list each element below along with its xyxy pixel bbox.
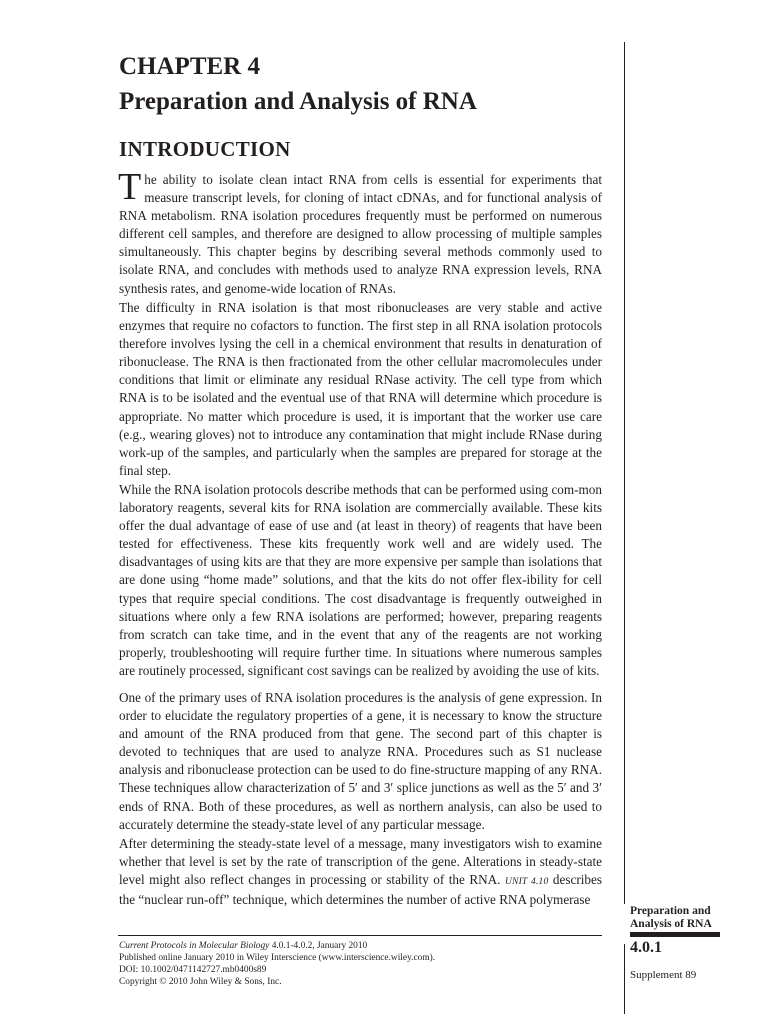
paragraph-5-text-b: describes the “nuclear run-off” technique, which determines the number of active RNA polymerase <box>119 872 602 908</box>
paragraph-2: The difficulty in RNA isolation is that most ribonucleases are very stable and active enzymes that require no cofactors to function. The first step in all RNA isolation protocols therefore involves lysing the cell in a chemical environment that results in denaturation of ribonuclease. The RNA is then fractionated from the other cellular macromolecules under conditions that limit or eliminate any residual RNase activity. The cell type from which RNA is to be isolated and the eventual use of that RNA will determine which procedure is appropriate. No matter which procedure is used, it is important that the worker use care (e.g., wearing gloves) not to introduce any contamination that might include RNase during work-up of the samples, and particularly when the samples are prepared for storage at the final step. <box>119 300 602 478</box>
page-number: 4.0.1 <box>630 939 662 956</box>
running-head-line-2: Analysis of RNA <box>630 918 712 930</box>
running-head-line-1: Preparation and <box>630 905 711 917</box>
chapter-title: Preparation and Analysis of RNA <box>119 88 477 115</box>
paragraph-1-text: he ability to isolate clean intact RNA from cells is essential for experiments that measure transcript levels, for cloning of intact cDNAs, and for functional analysis of RNA metabolism. RNA isolation procedures frequently must be performed on numerous different cell samples, and therefore are designed to allow processing of multiple samples simultaneously. This chapter begins by describing several methods commonly used to isolate RNA, and concludes with methods used to analyze RNA expression levels, RNA synthesis rates, and genome-wide location of RNAs. <box>119 172 602 296</box>
section-heading: INTRODUCTION <box>119 137 291 161</box>
footer-citation <box>119 941 367 953</box>
citation-range: 4.0.1-4.0.2, January 2010 <box>269 941 368 951</box>
running-head-bar <box>630 932 720 937</box>
journal-name: Current Protocols in Molecular Biology <box>119 941 270 951</box>
drop-cap: T <box>118 166 142 208</box>
footer-divider <box>118 935 602 936</box>
unit-reference-link[interactable]: UNIT 4.10 <box>504 877 549 888</box>
paragraph-5 <box>119 835 602 909</box>
running-head <box>630 905 750 931</box>
footer-published: Published online January 2010 in Wiley Interscience (www.interscience.wiley.com). <box>119 953 436 963</box>
footer-doi: DOI: 10.1002/0471142727.mb0400s89 <box>119 965 267 975</box>
margin-rule-upper <box>624 42 625 904</box>
supplement-label: Supplement 89 <box>630 969 697 981</box>
footer-copyright: Copyright © 2010 John Wiley & Sons, Inc. <box>119 977 282 987</box>
paragraph-5-text-a: After determining the steady-state level of a message, many investigators wish to examine whether that level is set by the rate of transcription of the gene. Alterations in steady-state level might also reflect changes in processing or stability of the RNA. <box>119 836 602 888</box>
chapter-label: CHAPTER 4 <box>119 53 260 80</box>
paragraph-3: While the RNA isolation protocols describe methods that can be performed using com-mon laboratory reagents, several kits for RNA isolation are commercially available. These kits offer the dual advantage of ease of use and (at least in theory) of reagents that have been tested for effectiveness. These kits frequently work well and are widely used. The disadvantages of using kits are that they are more expensive per sample than isolations that are done using “home made” solutions, and that the kits do not offer flex-ibility for cell types that require special conditions. The cost disadvantage is frequently outweighed in situations where only a few RNA isolations are performed; however, preparing reagents from scratch can take time, and in the event that any of the reagents are not working properly, troubleshooting will require further time. In situations where numerous samples are routinely processed, significant cost savings can be realized by avoiding the use of kits. <box>119 482 602 678</box>
margin-rule-lower <box>624 944 625 1014</box>
paragraph-4: One of the primary uses of RNA isolation procedures is the analysis of gene expression. In order to elucidate the regulatory properties of a gene, it is necessary to know the structure and amount of the RNA produced from that gene. The second part of this chapter is devoted to techniques that are used to analyze RNA. Procedures such as S1 nuclease analysis and ribonuclease protection can be used to do fine-structure mapping of any RNA. These techniques allow characterization of 5′ and 3′ splice junctions as well as the 5′ and 3′ ends of RNA. Both of these procedures, as well as northern analysis, can also be used to accurately determine the steady-state level of any particular message. <box>119 690 602 832</box>
paragraph-1 <box>118 166 602 298</box>
